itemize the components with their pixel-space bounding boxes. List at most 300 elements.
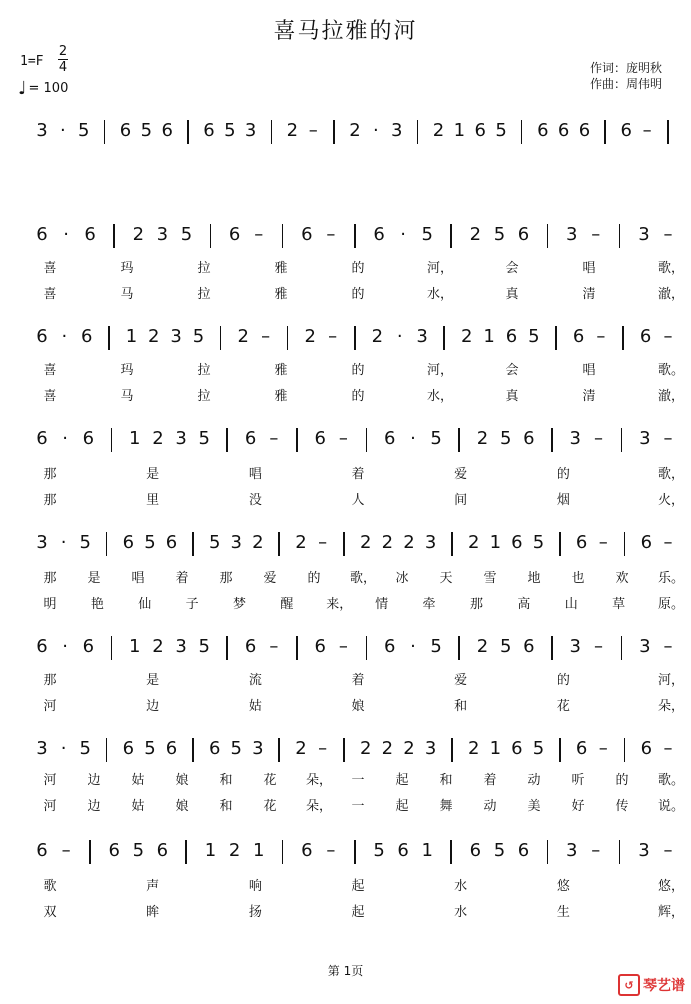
dash: –: [338, 428, 348, 449]
lyric-line: [0, 466, 691, 484]
watermark: [618, 974, 685, 996]
dash: –: [269, 428, 279, 449]
note: 2: [371, 326, 384, 347]
note: 6: [523, 636, 535, 657]
lyric-char: 的: [351, 287, 365, 302]
lyric-char: 的: [556, 467, 570, 482]
lyric-char: 歌。: [658, 773, 685, 788]
note: 2: [237, 326, 249, 347]
barline: [210, 224, 212, 248]
note: 5: [493, 840, 506, 861]
lyric-char: 娘: [175, 799, 189, 814]
lyric-line: [0, 570, 691, 588]
lyric-char: 玛: [120, 261, 134, 276]
time-signature-bottom: 4: [58, 60, 68, 75]
note: 3: [175, 636, 187, 657]
lyric-line: [0, 286, 691, 304]
dash: –: [318, 532, 328, 553]
note: 3: [565, 840, 578, 861]
lyric-char: 那: [219, 571, 233, 586]
lyric-line: [0, 492, 691, 510]
lyric-char: 河，: [658, 673, 685, 688]
lyric-char: 花: [263, 799, 277, 814]
note: 3: [36, 738, 48, 759]
barline: [624, 738, 626, 762]
lyric-char: 雅: [274, 287, 288, 302]
note: 6: [373, 224, 385, 245]
note: 2: [349, 120, 361, 141]
lyric-char: 间: [454, 493, 468, 508]
note: 3: [424, 532, 437, 553]
note: 3: [36, 532, 48, 553]
lyric-char: 冰: [395, 571, 409, 586]
lyric-char: 悠，: [658, 879, 685, 894]
lyric-char: 真: [505, 389, 519, 404]
lyric-char: 明: [43, 597, 57, 612]
note: 6: [517, 224, 530, 245]
note: 6: [165, 738, 178, 759]
lyric-line: [0, 362, 691, 380]
note: 5: [208, 532, 221, 553]
lyric-char: 好: [571, 799, 585, 814]
note: 5: [499, 428, 512, 449]
dash: –: [663, 326, 673, 347]
lyric-char: 那: [43, 673, 57, 688]
barline: [187, 120, 189, 144]
dot: ·: [372, 120, 379, 141]
note: 1: [252, 840, 265, 861]
note: 5: [192, 326, 205, 347]
note: 6: [314, 428, 326, 449]
barline: [271, 120, 273, 144]
lyric-char: 起: [395, 799, 409, 814]
note: 6: [228, 224, 241, 245]
lyric-char: 歌，: [658, 467, 685, 482]
lyric-char: 朵，: [658, 699, 685, 714]
dash: –: [269, 636, 279, 657]
note: 3: [156, 224, 169, 245]
watermark-text: 琴艺谱: [643, 978, 685, 994]
note: 5: [79, 532, 91, 553]
note: 2: [403, 532, 415, 553]
lyric-char: 河: [43, 699, 57, 714]
lyric-char: 会: [505, 261, 519, 276]
lyric-char: 雅: [274, 261, 288, 276]
lyric-char: 牵: [422, 597, 436, 612]
lyric-char: 喜: [43, 287, 57, 302]
notation-line: [0, 428, 691, 452]
key-signature: 1=F: [20, 54, 44, 69]
barline: [354, 326, 356, 350]
note: 6: [36, 326, 48, 347]
barline: [296, 428, 298, 452]
lyric-char: 唱: [582, 261, 596, 276]
dot: ·: [63, 224, 69, 245]
barline: [333, 120, 335, 144]
note: 6: [36, 840, 48, 861]
note: 5: [180, 224, 193, 245]
dot: ·: [62, 428, 69, 449]
barline: [89, 840, 91, 864]
note: 1: [129, 636, 141, 657]
lyric-line: [0, 260, 691, 278]
dash: –: [328, 326, 338, 347]
note: 6: [620, 120, 632, 141]
note: 3: [638, 840, 650, 861]
lyric-char: 真: [505, 287, 519, 302]
lyric-char: 的: [351, 363, 365, 378]
lyric-char: 地: [527, 571, 541, 586]
barline: [185, 840, 187, 864]
note: 2: [286, 120, 299, 141]
barline: [192, 738, 194, 762]
lyric-char: 动: [527, 773, 541, 788]
dash: –: [591, 840, 601, 861]
lyric-char: 爱: [454, 673, 468, 688]
dash: –: [663, 636, 673, 657]
note: 6: [244, 428, 257, 449]
dash: –: [591, 224, 601, 245]
barline: [366, 636, 368, 660]
barline: [354, 840, 356, 864]
credits: [590, 60, 662, 92]
barline: [450, 224, 452, 248]
lyric-char: 草: [612, 597, 626, 612]
note: 1: [483, 326, 495, 347]
barline: [619, 840, 621, 864]
notation-line: [0, 120, 691, 144]
lyric-char: 辉，: [658, 905, 685, 920]
lyric-char: 姑: [248, 699, 262, 714]
lyric-char: 着: [351, 467, 365, 482]
lyric-char: 听: [571, 773, 585, 788]
lyric-line: [0, 596, 691, 614]
lyric-char: 和: [219, 773, 233, 788]
lyric-char: 的: [351, 389, 365, 404]
note: 3: [416, 326, 428, 347]
lyric-char: 姑: [131, 773, 145, 788]
note: 6: [244, 636, 257, 657]
note: 6: [161, 120, 173, 141]
lyric-char: 声: [146, 879, 160, 894]
barline: [106, 532, 108, 556]
note: 6: [557, 120, 570, 141]
barline: [220, 326, 222, 350]
barline: [451, 532, 453, 556]
lyric-char: 拉: [197, 287, 211, 302]
dash: –: [663, 840, 673, 861]
barline: [226, 636, 228, 660]
lyric-char: 着: [175, 571, 189, 586]
lyric-char: 火，: [658, 493, 685, 508]
notation-line: [0, 840, 691, 864]
lyric-char: 和: [439, 773, 453, 788]
note: 6: [523, 428, 535, 449]
note: 2: [461, 326, 473, 347]
lyric-char: 马: [120, 389, 134, 404]
lyric-line: [0, 878, 691, 896]
lyric-char: 的: [351, 261, 365, 276]
note: 6: [119, 120, 132, 141]
barline: [547, 224, 549, 248]
note: 5: [230, 738, 242, 759]
note: 1: [453, 120, 466, 141]
note: 3: [565, 224, 578, 245]
barline: [458, 428, 460, 452]
lyric-char: 水，: [427, 389, 454, 404]
note: 6: [511, 532, 523, 553]
lyric-char: 边: [87, 799, 101, 814]
note: 6: [578, 120, 591, 141]
lyric-char: 爱: [263, 571, 277, 586]
notation-line: [0, 738, 691, 762]
lyric-line: [0, 672, 691, 690]
lyric-char: 山: [564, 597, 578, 612]
lyric-char: 人: [351, 493, 365, 508]
note: 6: [165, 532, 178, 553]
note: 1: [129, 428, 141, 449]
barline: [104, 120, 106, 144]
lyric-char: 唱: [131, 571, 145, 586]
barline: [458, 636, 460, 660]
dash: –: [663, 224, 673, 245]
note: 3: [244, 120, 257, 141]
barline: [551, 636, 553, 660]
note: 5: [532, 738, 545, 759]
lyric-char: 艳: [90, 597, 104, 612]
note: 5: [421, 224, 433, 245]
barline: [113, 224, 115, 248]
note: 3: [569, 636, 581, 657]
note: 2: [360, 738, 372, 759]
note: 6: [301, 840, 313, 861]
tempo-marking: [18, 78, 68, 99]
dash: –: [598, 738, 608, 759]
lyric-char: 花: [556, 699, 570, 714]
dash: –: [61, 840, 71, 861]
lyric-char: 澈，: [658, 287, 685, 302]
note: 6: [122, 532, 135, 553]
note: 6: [108, 840, 120, 861]
lyric-char: 一: [351, 773, 365, 788]
note: 5: [493, 224, 506, 245]
lyric-char: 也: [571, 571, 585, 586]
note: 3: [639, 636, 651, 657]
note: 2: [403, 738, 415, 759]
note: 6: [203, 120, 215, 141]
dot: ·: [410, 636, 416, 657]
barline: [621, 428, 623, 452]
dash: –: [663, 532, 673, 553]
lyric-char: 河: [43, 799, 57, 814]
note: 3: [390, 120, 403, 141]
barline: [559, 532, 561, 556]
barline: [366, 428, 368, 452]
lyric-char: 马: [120, 287, 134, 302]
lyric-char: 朵，: [306, 799, 333, 814]
note: 6: [572, 326, 585, 347]
note: 2: [304, 326, 316, 347]
notation-line: [0, 532, 691, 556]
note: 6: [511, 738, 523, 759]
note: 2: [295, 532, 307, 553]
barline: [106, 738, 108, 762]
lyric-char: 流: [248, 673, 262, 688]
dot: ·: [61, 326, 68, 347]
barline: [111, 428, 113, 452]
lyric-line: [0, 904, 691, 922]
notation-line: [0, 326, 691, 350]
barline: [343, 532, 345, 556]
dash: –: [663, 738, 673, 759]
lyric-char: 清: [582, 389, 596, 404]
dot: ·: [60, 532, 67, 553]
barline: [417, 120, 419, 144]
note: 2: [467, 738, 480, 759]
lyric-char: 高: [517, 597, 531, 612]
lyric-char: 玛: [120, 363, 134, 378]
note: 6: [122, 738, 135, 759]
lyric-char: 悠: [556, 879, 570, 894]
dash: –: [596, 326, 606, 347]
note: 5: [430, 636, 442, 657]
note: 3: [175, 428, 187, 449]
note: 3: [170, 326, 182, 347]
barline: [624, 532, 626, 556]
lyric-char: 歌: [43, 879, 57, 894]
dot: ·: [62, 636, 69, 657]
barline: [555, 326, 557, 350]
lyric-char: 那: [43, 467, 57, 482]
barline: [547, 840, 549, 864]
note: 5: [495, 120, 507, 141]
note: 2: [132, 224, 145, 245]
note: 3: [424, 738, 437, 759]
barline: [282, 224, 284, 248]
note: 5: [198, 636, 210, 657]
lyric-char: 说。: [658, 799, 685, 814]
note: 6: [469, 840, 482, 861]
lyric-char: 起: [351, 879, 365, 894]
barline: [278, 532, 280, 556]
note: 6: [384, 428, 396, 449]
lyric-char: 来，: [326, 597, 353, 612]
note: 6: [36, 428, 48, 449]
lyric-char: 传: [615, 799, 629, 814]
dash: –: [318, 738, 328, 759]
note: 2: [432, 120, 445, 141]
barline: [111, 636, 113, 660]
note: 6: [517, 840, 530, 861]
note: 1: [489, 532, 502, 553]
lyric-char: 朵，: [306, 773, 333, 788]
qinyipu-logo-icon: ↺: [618, 974, 640, 996]
note: 6: [639, 326, 652, 347]
note: 6: [384, 636, 396, 657]
dash: –: [326, 840, 336, 861]
note: 5: [79, 738, 91, 759]
note: 5: [528, 326, 540, 347]
lyric-char: 水: [454, 905, 468, 920]
lyric-char: 河: [43, 773, 57, 788]
lyric-char: 着: [483, 773, 497, 788]
lyric-char: 响: [248, 879, 262, 894]
barline: [343, 738, 345, 762]
note: 1: [421, 840, 433, 861]
lyric-char: 水: [454, 879, 468, 894]
lyric-char: 是: [146, 673, 160, 688]
notation-line: [0, 636, 691, 660]
lyric-char: 娘: [351, 699, 365, 714]
barline: [282, 840, 284, 864]
note: 6: [537, 120, 549, 141]
note: 5: [373, 840, 385, 861]
note: 2: [295, 738, 307, 759]
lyric-char: 是: [87, 571, 101, 586]
lyric-char: 扬: [248, 905, 262, 920]
barline: [521, 120, 523, 144]
note: 1: [204, 840, 217, 861]
note: 2: [476, 636, 489, 657]
lyric-char: 子: [185, 597, 199, 612]
lyric-char: 雅: [274, 389, 288, 404]
lyric-char: 边: [146, 699, 160, 714]
lyric-char: 双: [43, 905, 57, 920]
note: 6: [36, 636, 48, 657]
lyric-char: 美: [527, 799, 541, 814]
lyric-char: 和: [454, 699, 468, 714]
note: 6: [314, 636, 326, 657]
lyric-char: 爱: [454, 467, 468, 482]
lyric-char: 娘: [175, 773, 189, 788]
lyric-char: 喜: [43, 389, 57, 404]
barline: [108, 326, 110, 350]
lyric-char: 歌，: [350, 571, 377, 586]
lyric-char: 的: [307, 571, 321, 586]
dot: ·: [396, 326, 403, 347]
lyric-line: [0, 698, 691, 716]
lyric-char: 那: [43, 571, 57, 586]
note: 6: [640, 532, 653, 553]
lyric-char: 醒: [280, 597, 294, 612]
note: 5: [224, 120, 236, 141]
lyric-char: 起: [351, 905, 365, 920]
lyric-char: 澈，: [658, 389, 685, 404]
note: 6: [505, 326, 518, 347]
composer: 作曲：周伟明: [590, 77, 663, 91]
dot: ·: [400, 224, 406, 245]
note: 2: [381, 738, 394, 759]
note: 6: [156, 840, 169, 861]
lyric-char: 的: [615, 773, 629, 788]
note: 6: [640, 738, 653, 759]
note: 2: [252, 532, 264, 553]
lyric-char: 水，: [427, 287, 454, 302]
lyric-char: 拉: [197, 389, 211, 404]
note: 3: [230, 532, 242, 553]
note: 5: [499, 636, 512, 657]
quarter-note-icon: ♩: [18, 78, 27, 99]
lyric-char: 舞: [439, 799, 453, 814]
lyric-char: 欢: [615, 571, 629, 586]
lyric-char: 歌，: [658, 261, 685, 276]
dot: ·: [59, 120, 66, 141]
tempo-text: = 100: [28, 81, 69, 96]
lyric-char: 边: [87, 773, 101, 788]
lyric-char: 雪: [483, 571, 497, 586]
lyric-char: 是: [146, 467, 160, 482]
note: 6: [84, 224, 96, 245]
